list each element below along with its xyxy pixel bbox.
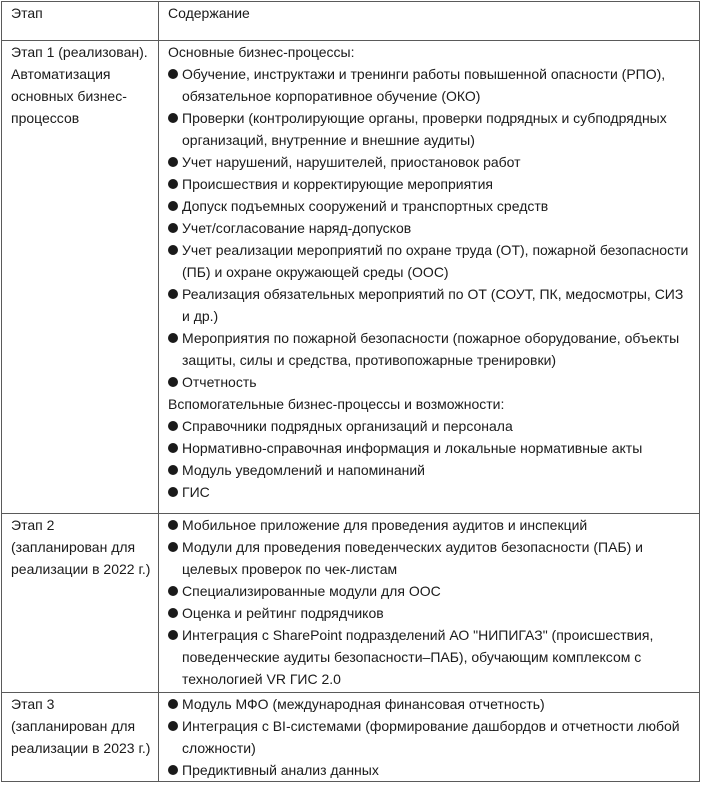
list-item: Интеграция с BI-системами (формирование дашбордов и отчетности любой сложности) [168,715,693,759]
stage-name: Этап 3 (запланирован для реализации в 2023 г.) [11,696,151,756]
content-cell [159,693,700,782]
content-cell [159,41,700,514]
list-item: Отчетность [168,371,693,393]
stage-name: Этап 2 (запланирован для реализации в 2022 г.) [11,517,151,577]
table-row [2,514,700,693]
list-item: Учет/согласование наряд-допусков [168,217,693,239]
table-row [2,693,700,782]
header-content: Содержание [159,2,700,41]
list-item: Допуск подъемных сооружений и транспортных средств [168,195,693,217]
content-cell [159,514,700,693]
item-list [168,693,693,781]
header-stage: Этап [2,2,159,41]
list-item: Модули для проведения поведенческих аудитов безопасности (ПАБ) и целевых проверок по чек-листам [168,536,693,580]
stages-table [1,1,700,782]
list-item: Нормативно-справочная информация и локальные нормативные акты [168,437,693,459]
item-list [168,415,693,503]
list-item: Интеграция с SharePoint подразделений АО "НИПИГАЗ" (происшествия, поведенческие аудиты безопасности–ПАБ), обучающим комплексом с технологией VR ГИС 2.0 [168,624,693,690]
stage-cell [2,41,159,514]
list-item: Предиктивный анализ данных [168,759,693,781]
stage-name: Этап 1 (реализован). Автоматизация основных бизнес-процессов [11,44,148,126]
list-item: Происшествия и корректирующие мероприятия [168,173,693,195]
group-title: Вспомогательные бизнес-процессы и возможности: [168,396,505,412]
table-row [2,41,700,514]
list-item: Мобильное приложение для проведения аудитов и инспекций [168,514,693,536]
list-item: Справочники подрядных организаций и персонала [168,415,693,437]
item-list [168,514,693,690]
list-item: Обучение, инструктажи и тренинги работы повышенной опасности (РПО), обязательное корпоративное обучение (ОКО) [168,63,693,107]
list-item: Модуль МФО (международная финансовая отчетность) [168,693,693,715]
list-item: Реализация обязательных мероприятий по ОТ (СОУТ, ПК, медосмотры, СИЗ и др.) [168,283,693,327]
stage-cell [2,693,159,782]
list-item: Оценка и рейтинг подрядчиков [168,602,693,624]
list-item: ГИС [168,481,693,503]
list-item: Учет реализации мероприятий по охране труда (ОТ), пожарной безопасности (ПБ) и охране окружающей среды (ООС) [168,239,693,283]
list-item: Мероприятия по пожарной безопасности (пожарное оборудование, объекты защиты, силы и средства, противопожарные тренировки) [168,327,693,371]
stage-cell [2,514,159,693]
group-title: Основные бизнес-процессы: [168,44,355,60]
item-list [168,63,693,393]
list-item: Специализированные модули для ООС [168,580,693,602]
list-item: Проверки (контролирующие органы, проверки подрядных и субподрядных организаций, внутренние и внешние аудиты) [168,107,693,151]
table-header-row [2,2,700,41]
list-item: Модуль уведомлений и напоминаний [168,459,693,481]
list-item: Учет нарушений, нарушителей, приостановок работ [168,151,693,173]
